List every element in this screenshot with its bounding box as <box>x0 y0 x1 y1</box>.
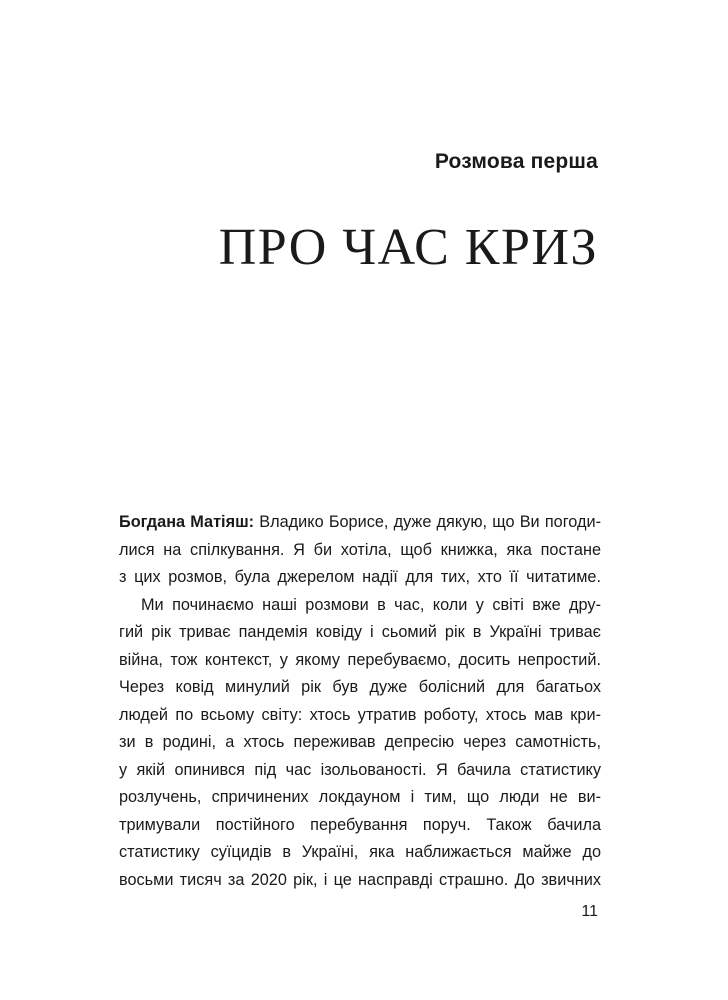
text-line: тримували постійного перебування поруч. Також бачила <box>119 815 601 834</box>
speaker-name: Богдана Матіяш: <box>119 513 255 531</box>
text-line-rest: Владико Борисе, дуже дякую, що Ви погоди- <box>254 513 601 531</box>
text-line: з цих розмов, була джерелом надії для тих, хто її читатиме. <box>119 568 601 586</box>
text-line: зи в родині, а хтось переживав депресію через самотність, <box>119 733 601 751</box>
text-line: лися на спілкування. Я би хотіла, щоб книжка, яка постане <box>119 540 601 559</box>
text-line: гий рік триває пандемія ковіду і сьомий рік в Україні триває <box>119 623 601 641</box>
text-line: статистику суїцидів в Україні, яка наближається майже до <box>119 843 601 861</box>
chapter-title: ПРО ЧАС КРИЗ <box>218 219 598 276</box>
text-line: людей по всьому світу: хтось утратив роботу, хтось мав кри- <box>119 705 601 724</box>
text-line: Через ковід минулий рік був дуже болісний для багатьох <box>119 678 601 696</box>
chapter-label: Розмова перша <box>434 150 598 173</box>
text-line: Ми починаємо наші розмови в час, коли у світі вже дру- <box>141 595 601 614</box>
body-text <box>119 509 601 894</box>
page-number: 11 <box>581 903 598 920</box>
text-line: розлучень, спричинених локдауном і тим, що люди не ви- <box>119 788 601 806</box>
text-line <box>119 509 601 537</box>
text-line: війна, тож контекст, у якому перебуваємо, досить непростий. <box>119 650 601 669</box>
text-line: у якій опинився під час ізольованості. Я бачила статистику <box>119 760 601 779</box>
text-line: восьми тисяч за 2020 рік, і це насправді страшно. До звичних <box>119 870 601 889</box>
